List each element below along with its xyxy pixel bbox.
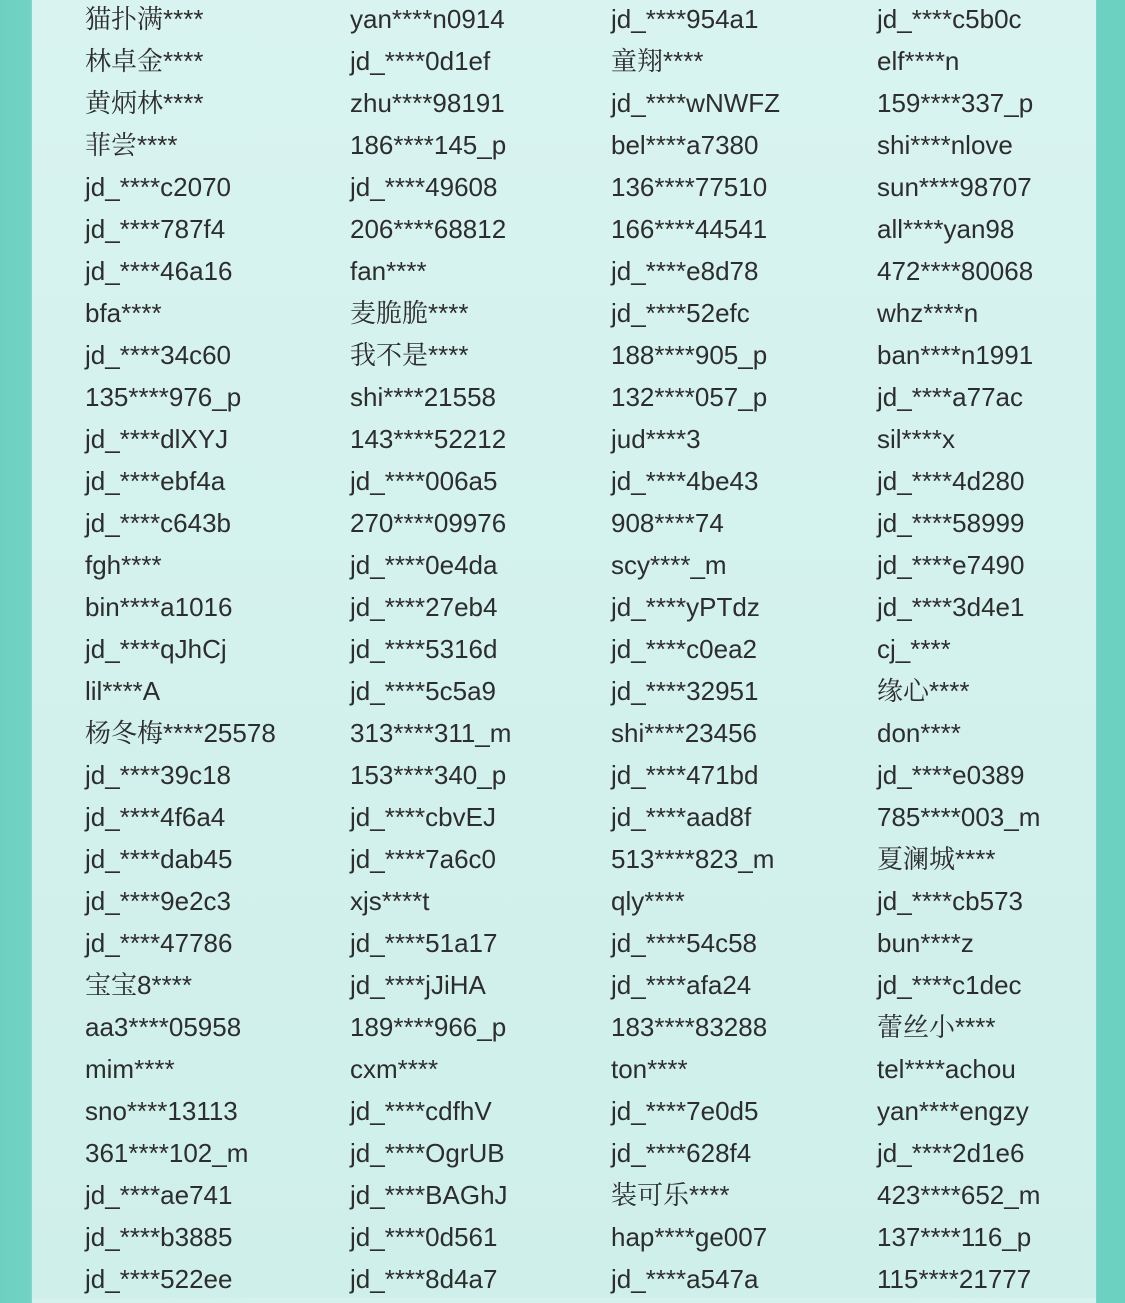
winner-username: lil****A xyxy=(85,676,161,706)
winner-username: jd_****9e2c3 xyxy=(85,886,232,916)
winner-username: sil****x xyxy=(877,424,956,454)
winner-username: 143****52212 xyxy=(350,424,507,454)
winner-username: zhu****98191 xyxy=(350,88,505,118)
winner-username: jd_****c2070 xyxy=(85,172,232,202)
winner-username: 夏澜城**** xyxy=(877,844,996,874)
winner-username: all****yan98 xyxy=(877,214,1015,244)
winner-username: elf****n xyxy=(877,46,960,76)
winner-username: 菲尝**** xyxy=(85,130,178,160)
winner-username: jd_****52efc xyxy=(611,298,750,328)
winner-row xyxy=(32,1177,1096,1219)
winner-username: 361****102_m xyxy=(85,1138,249,1168)
winner-username: bun****z xyxy=(877,928,974,958)
winner-username: 188****905_p xyxy=(611,340,768,370)
winner-username: jd_****dab45 xyxy=(85,844,233,874)
winner-row xyxy=(32,253,1096,295)
winner-row xyxy=(32,1261,1096,1303)
winner-username: yan****n0914 xyxy=(350,4,505,34)
winner-username: bin****a1016 xyxy=(85,592,233,622)
winner-username: jd_****aad8f xyxy=(611,802,752,832)
winner-username: fan**** xyxy=(350,256,427,286)
winner-username: bel****a7380 xyxy=(611,130,759,160)
winner-username: jd_****39c18 xyxy=(85,760,232,790)
winner-row xyxy=(32,85,1096,127)
winner-username: jd_****4be43 xyxy=(611,466,759,496)
winner-username: whz****n xyxy=(877,298,979,328)
winner-username: 115****21777 xyxy=(877,1264,1032,1294)
winner-row xyxy=(32,841,1096,883)
winner-row xyxy=(32,715,1096,757)
winner-username: aa3****05958 xyxy=(85,1012,242,1042)
winner-username: shi****nlove xyxy=(877,130,1013,160)
winner-username: jd_****628f4 xyxy=(611,1138,752,1168)
winner-username: 423****652_m xyxy=(877,1180,1041,1210)
winner-username: 513****823_m xyxy=(611,844,775,874)
winner-row xyxy=(32,169,1096,211)
winner-username: jd_****49608 xyxy=(350,172,498,202)
winner-username: 宝宝8**** xyxy=(85,970,192,1000)
winner-username: 装可乐**** xyxy=(611,1180,730,1210)
winner-username: shi****23456 xyxy=(611,718,758,748)
winner-username: sno****13113 xyxy=(85,1096,238,1126)
winner-row xyxy=(32,883,1096,925)
winner-row xyxy=(32,463,1096,505)
winner-username: 猫扑满**** xyxy=(85,4,204,34)
winner-username: 189****966_p xyxy=(350,1012,507,1042)
winner-row xyxy=(32,799,1096,841)
winner-row xyxy=(32,631,1096,673)
winner-username: jd_****54c58 xyxy=(611,928,758,958)
winner-username: don**** xyxy=(877,718,961,748)
winner-username: 270****09976 xyxy=(350,508,507,538)
winner-list-panel xyxy=(32,0,1096,1298)
winner-row xyxy=(32,673,1096,715)
winner-username: jd_****32951 xyxy=(611,676,759,706)
winner-row xyxy=(32,967,1096,1009)
winner-row xyxy=(32,1135,1096,1177)
winner-username: jd_****787f4 xyxy=(85,214,226,244)
winner-username: jd_****3d4e1 xyxy=(877,592,1025,622)
winner-username: jd_****27eb4 xyxy=(350,592,498,622)
winner-row xyxy=(32,1051,1096,1093)
winner-username: jd_****7e0d5 xyxy=(611,1096,759,1126)
winner-username: jd_****7a6c0 xyxy=(350,844,497,874)
winner-username: 135****976_p xyxy=(85,382,242,412)
winner-username: 153****340_p xyxy=(350,760,507,790)
winner-username: ban****n1991 xyxy=(877,340,1034,370)
winner-username: yan****engzy xyxy=(877,1096,1029,1126)
winner-username: jd_****34c60 xyxy=(85,340,232,370)
winner-username: jd_****0d1ef xyxy=(350,46,491,76)
winner-username: jd_****c5b0c xyxy=(877,4,1022,34)
winner-username: 我不是**** xyxy=(350,340,469,370)
winner-username: jd_****a77ac xyxy=(877,382,1024,412)
winner-row xyxy=(32,379,1096,421)
winner-username: jd_****2d1e6 xyxy=(877,1138,1025,1168)
winner-username: shi****21558 xyxy=(350,382,497,412)
winner-name-grid xyxy=(32,0,1096,1298)
winner-username: jd_****47786 xyxy=(85,928,233,958)
winner-username: jd_****8d4a7 xyxy=(350,1264,498,1294)
winner-username: jd_****qJhCj xyxy=(85,634,227,664)
winner-row xyxy=(32,1,1096,43)
winner-username: jd_****e7490 xyxy=(877,550,1025,580)
winner-username: jd_****4f6a4 xyxy=(85,802,226,832)
winner-row xyxy=(32,505,1096,547)
winner-row xyxy=(32,589,1096,631)
winner-username: 杨冬梅****25578 xyxy=(85,718,276,748)
winner-username: jd_****51a17 xyxy=(350,928,498,958)
winner-username: 136****77510 xyxy=(611,172,768,202)
winner-username: 137****116_p xyxy=(877,1222,1032,1252)
winner-username: 472****80068 xyxy=(877,256,1034,286)
winner-username: jd_****c643b xyxy=(85,508,232,538)
winner-username: jd_****5316d xyxy=(350,634,498,664)
winner-username: jd_****b3885 xyxy=(85,1222,233,1252)
winner-username: 785****003_m xyxy=(877,802,1041,832)
winner-username: 159****337_p xyxy=(877,88,1034,118)
winner-username: jd_****954a1 xyxy=(611,4,759,34)
winner-username: 908****74 xyxy=(611,508,724,538)
winner-username: jd_****58999 xyxy=(877,508,1025,538)
winner-username: jd_****c1dec xyxy=(877,970,1022,1000)
winner-row xyxy=(32,1093,1096,1135)
winner-username: 林卓金**** xyxy=(85,46,204,76)
winner-row xyxy=(32,421,1096,463)
winner-username: 186****145_p xyxy=(350,130,507,160)
winner-username: jd_****yPTdz xyxy=(611,592,760,622)
winner-username: sun****98707 xyxy=(877,172,1032,202)
winner-username: jd_****a547a xyxy=(611,1264,759,1294)
winner-row xyxy=(32,1009,1096,1051)
winner-username: cxm**** xyxy=(350,1054,439,1084)
winner-row xyxy=(32,211,1096,253)
winner-username: tel****achou xyxy=(877,1054,1016,1084)
winner-username: mim**** xyxy=(85,1054,175,1084)
winner-username: hap****ge007 xyxy=(611,1222,768,1252)
winner-username: jd_****cdfhV xyxy=(350,1096,492,1126)
winner-username: jd_****4d280 xyxy=(877,466,1025,496)
winner-row xyxy=(32,757,1096,799)
winner-username: jud****3 xyxy=(611,424,701,454)
winner-username: 132****057_p xyxy=(611,382,768,412)
winner-username: 缘心**** xyxy=(877,676,970,706)
winner-username: ton**** xyxy=(611,1054,688,1084)
winner-row xyxy=(32,295,1096,337)
winner-username: cj_**** xyxy=(877,634,951,664)
winner-username: 蕾丝小**** xyxy=(877,1012,996,1042)
winner-username: 166****44541 xyxy=(611,214,768,244)
winner-username: jd_****ae741 xyxy=(85,1180,233,1210)
winner-username: scy****_m xyxy=(611,550,727,580)
winner-username: jd_****471bd xyxy=(611,760,759,790)
winner-username: jd_****OgrUB xyxy=(350,1138,505,1168)
winner-username: jd_****0e4da xyxy=(350,550,498,580)
winner-username: jd_****522ee xyxy=(85,1264,233,1294)
winner-username: qly**** xyxy=(611,886,685,916)
winner-username: jd_****46a16 xyxy=(85,256,233,286)
winner-username: jd_****jJiHA xyxy=(350,970,486,1000)
winner-username: 313****311_m xyxy=(350,718,512,748)
winner-row xyxy=(32,1219,1096,1261)
winner-username: jd_****0d561 xyxy=(350,1222,498,1252)
winner-username: bfa**** xyxy=(85,298,162,328)
winner-row xyxy=(32,127,1096,169)
winner-username: jd_****afa24 xyxy=(611,970,752,1000)
winner-username: 童翔**** xyxy=(611,46,704,76)
winner-username: jd_****cb573 xyxy=(877,886,1024,916)
winner-username: jd_****5c5a9 xyxy=(350,676,497,706)
winner-row xyxy=(32,547,1096,589)
winner-username: jd_****e8d78 xyxy=(611,256,759,286)
winner-username: jd_****cbvEJ xyxy=(350,802,496,832)
winner-username: jd_****wNWFZ xyxy=(611,88,781,118)
winner-username: jd_****ebf4a xyxy=(85,466,226,496)
winner-username: 206****68812 xyxy=(350,214,507,244)
winner-username: jd_****BAGhJ xyxy=(350,1180,508,1210)
winner-username: 麦脆脆**** xyxy=(350,298,469,328)
winner-username: jd_****dlXYJ xyxy=(85,424,229,454)
winner-username: jd_****e0389 xyxy=(877,760,1025,790)
winner-username: xjs****t xyxy=(350,886,430,916)
winner-username: 183****83288 xyxy=(611,1012,768,1042)
winner-username: jd_****006a5 xyxy=(350,466,498,496)
winner-row xyxy=(32,925,1096,967)
winner-username: fgh**** xyxy=(85,550,162,580)
winner-username: 黄炳林**** xyxy=(85,88,204,118)
winner-row xyxy=(32,43,1096,85)
winner-row xyxy=(32,337,1096,379)
winner-username: jd_****c0ea2 xyxy=(611,634,758,664)
